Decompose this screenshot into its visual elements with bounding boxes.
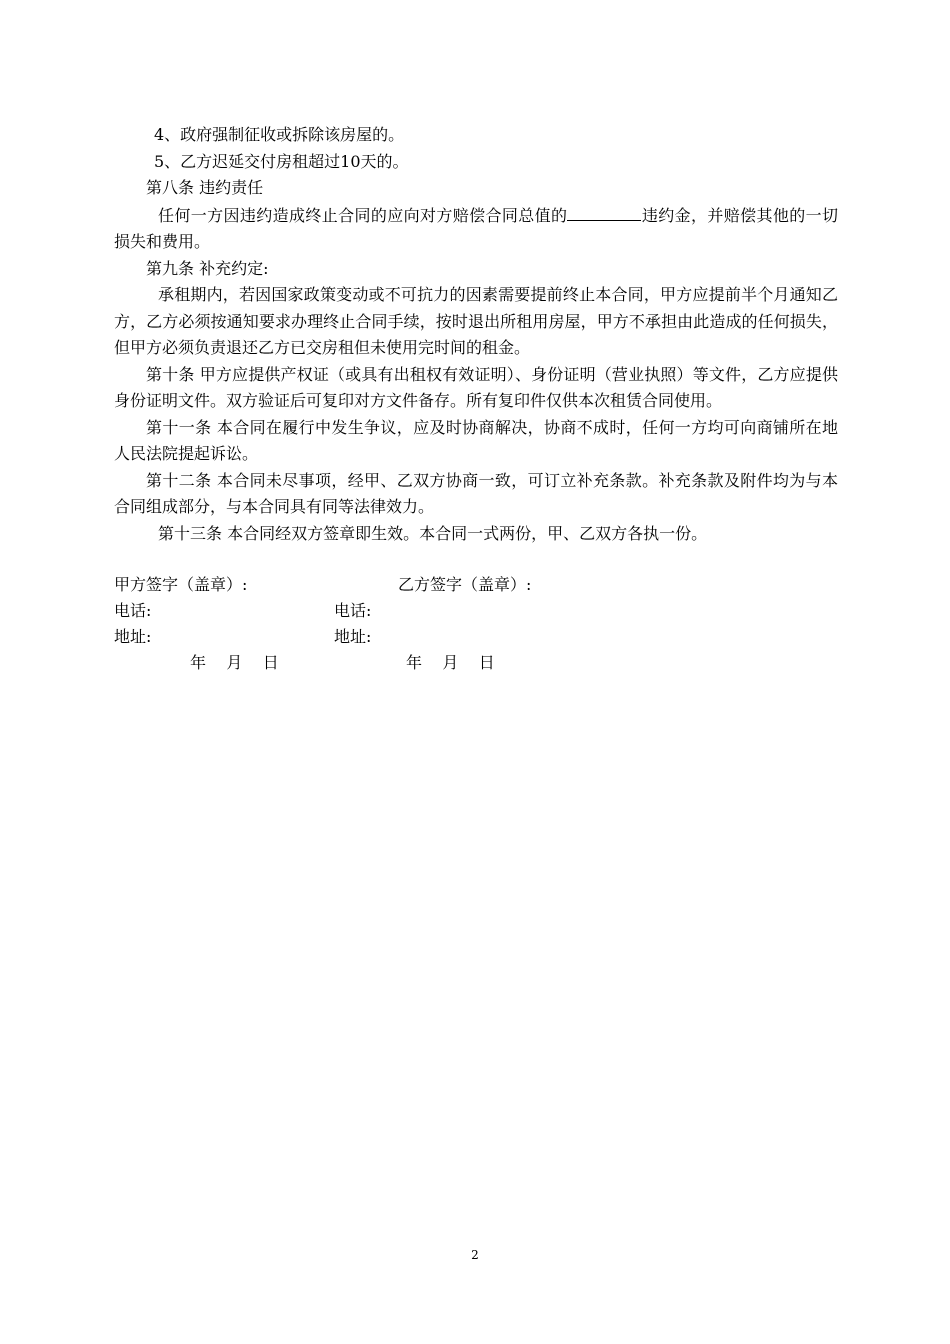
penalty-blank-line [567,202,641,221]
article-8-body-part-a: 任何一方因违约造成终止合同的应向对方赔偿合同总值的 [158,205,568,225]
party-b-signature-label: 乙方签字（盖章）: [398,575,532,594]
party-a-address-label: 地址: [114,627,152,646]
article-10: 第十条 甲方应提供产权证（或具有出租权有效证明）、身份证明（营业执照）等文件，乙方应提供身份证明文件。双方验证后可复印对方文件备存。所有复印件仅供本次租赁合同使用。 [114,364,838,410]
article-8-body [114,202,838,256]
clause-item-5: 5、乙方迟延交付房租超过10天的。 [154,151,409,171]
clause-item-4: 4、政府强制征收或拆除该房屋的。 [154,125,405,144]
party-a-date: 年 月 日 [190,653,279,672]
address-row [114,624,838,650]
article-9-title: 第九条 补充约定: [146,258,269,278]
article-8-title: 第八条 违约责任 [146,178,264,197]
signature-block [114,572,838,676]
party-a-signature-label: 甲方签字（盖章）: [114,575,248,594]
signature-row [114,572,838,598]
party-b-address-label: 地址: [334,627,372,646]
date-row [114,650,838,676]
article-8-body-part-b: 违约金，并赔偿其他的一切损失和费用。 [114,205,838,251]
article-11: 第十一条 本合同在履行中发生争议，应及时协商解决，协商不成时，任何一方均可向商铺所在地人民法院提起诉讼。 [114,417,838,463]
party-a-phone-label: 电话: [114,601,152,620]
phone-row [114,598,838,624]
page-number: 2 [471,1248,479,1262]
party-b-date: 年 月 日 [406,653,495,672]
article-9-body: 承租期内，若因国家政策变动或不可抗力的因素需要提前终止本合同，甲方应提前半个月通知乙方，乙方必须按通知要求办理终止合同手续，按时退出所租用房屋，甲方不承担由此造成的任何损失，但甲方必须负责退还乙方已交房租但未使用完时间的租金。 [114,285,838,357]
article-12: 第十二条 本合同未尽事项，经甲、乙双方协商一致，可订立补充条款。补充条款及附件均为与本合同组成部分，与本合同具有同等法律效力。 [114,470,838,516]
party-b-phone-label: 电话: [334,601,372,620]
article-13: 第十三条 本合同经双方签章即生效。本合同一式两份，甲、乙双方各执一份。 [158,523,708,543]
contract-body [114,122,838,547]
